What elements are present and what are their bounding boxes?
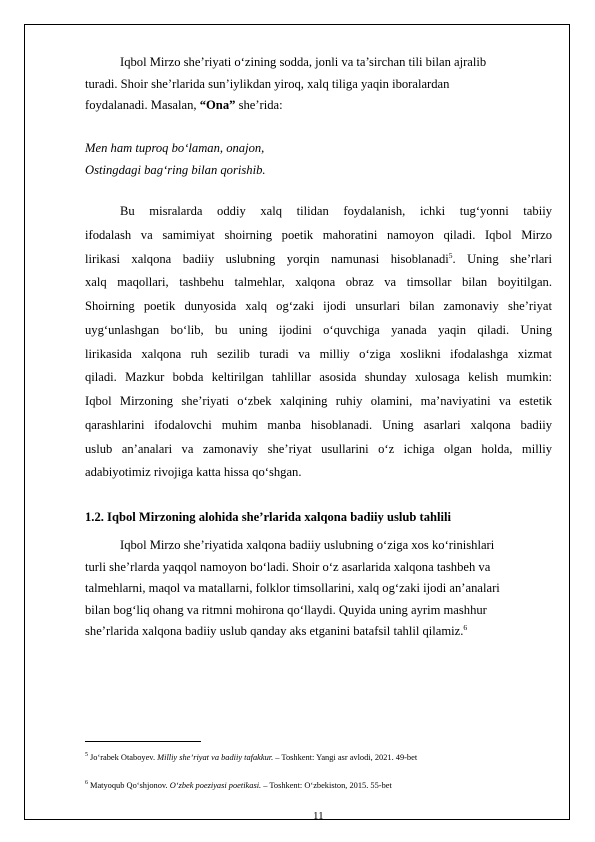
text-line: uyg‘unlashgan bo‘lib, bu uning ijodini o‘quvchiga yanada yaqin qiladi. Uning — [85, 322, 552, 337]
poem-title: “Ona” — [199, 98, 236, 112]
text-line: she’rlarida xalqona badiiy uslub qanday aks etganini batafsil tahlil qilamiz.$^6$ — [85, 622, 468, 638]
page-number: 11 — [313, 810, 324, 822]
footnote-5: $^5$ Jo‘rabek Otaboyev. Milliy she’riyat va badiiy tafakkur. – Toshkent: Yangi asr avlodi, 2021. 49-bet — [85, 752, 418, 762]
footnote-ref[interactable]: 6 — [463, 622, 468, 632]
paragraph-intro — [85, 52, 552, 117]
text-line: uslub an’analari va zamonaviy she’riyat usullarini o‘z ichiga olgan holda, milliy — [85, 441, 552, 456]
text-line: turadi. Shoir she’rlarida sun’iylikdan yiroq, xalq tiliga yaqin iboralardan — [85, 76, 450, 91]
paragraph-section — [85, 535, 552, 643]
verse-line: Ostingdagi bag‘ring bilan qorishib. — [85, 162, 266, 177]
footnote-separator — [85, 741, 201, 742]
paragraph-analysis — [85, 200, 552, 485]
text-line: adabiyotimiz rivojiga katta hissa qo‘shgan. — [85, 465, 302, 480]
text-line: Shoirning poetik dunyosida xalq og‘zaki ijodi unsurlari bilan zamonaviy she’riyat — [85, 299, 552, 313]
text-line: lirikasi xalqona badiiy uslubning yorqin namunasi hisoblanadi$^5$. Uning she’rlari — [85, 250, 552, 266]
section-heading: 1.2. Iqbol Mirzoning alohida she’rlarida xalqona badiiy uslub tahlili — [85, 510, 452, 524]
text-line: qiladi. Mazkur bobda keltirilgan tahlillar asosida shunday xulosaga kelish mumkin: — [85, 370, 552, 385]
verse-line: Men ham tuproq bo‘laman, onajon, — [85, 141, 265, 155]
footnote-6: $^6$ Matyoqub Qo‘shjonov. O‘zbek poeziyasi poetikasi. – Toshkent: O‘zbekiston, 2015. 55-bet — [85, 780, 392, 790]
verse-quote — [85, 138, 552, 181]
text-line: foydalanadi. Masalan, “Ona” she’rida: — [85, 98, 283, 112]
text-line: bilan bog‘liq ohang va ritmni mohirona qo‘llaydi. Quyida uning ayrim mashhur — [85, 602, 487, 617]
text-line: turli she’rlarda yaqqol namoyon bo‘ladi. Shoir o‘z asarlarida xalqona tashbeh va — [85, 559, 491, 574]
text-line: talmehlarni, maqol va matallarni, folklor timsollarini, xalq og‘zaki ijodi an’analari — [85, 581, 500, 595]
footnote-ref[interactable]: 5 — [448, 250, 453, 260]
text-line: Iqbol Mirzoning she’riyati o‘zbek xalqining ruhiy olamini, ma’naviyatini va estetik — [85, 394, 552, 408]
text-line: Iqbol Mirzo she’riyati o‘zining sodda, jonli va ta’sirchan tili bilan ajralib — [120, 55, 487, 69]
text-line: Iqbol Mirzo she’riyatida xalqona badiiy uslubning o‘ziga xos ko‘rinishlari — [120, 538, 495, 552]
text-line: qarashlarini ifodalovchi muhim manba hisoblanadi. Uning asarlari xalqona badiiy — [85, 417, 552, 432]
text-line: ifodalash va samimiyat shoirning poetik mahoratini namoyon qiladi. Iqbol Mirzo — [85, 227, 552, 242]
text-line: lirikasida xalqona ruh sezilib turadi va milliy o‘ziga xoslikni ifodalashga xizmat — [85, 346, 552, 361]
text-line: xalq maqollari, tashbehu talmehlar, xalqona obraz va timsollar bilan boyitilgan. — [85, 275, 552, 290]
text-line: Bu misralarda oddiy xalq tilidan foydalanish, ichki tug‘yonni tabiiy — [120, 204, 552, 218]
